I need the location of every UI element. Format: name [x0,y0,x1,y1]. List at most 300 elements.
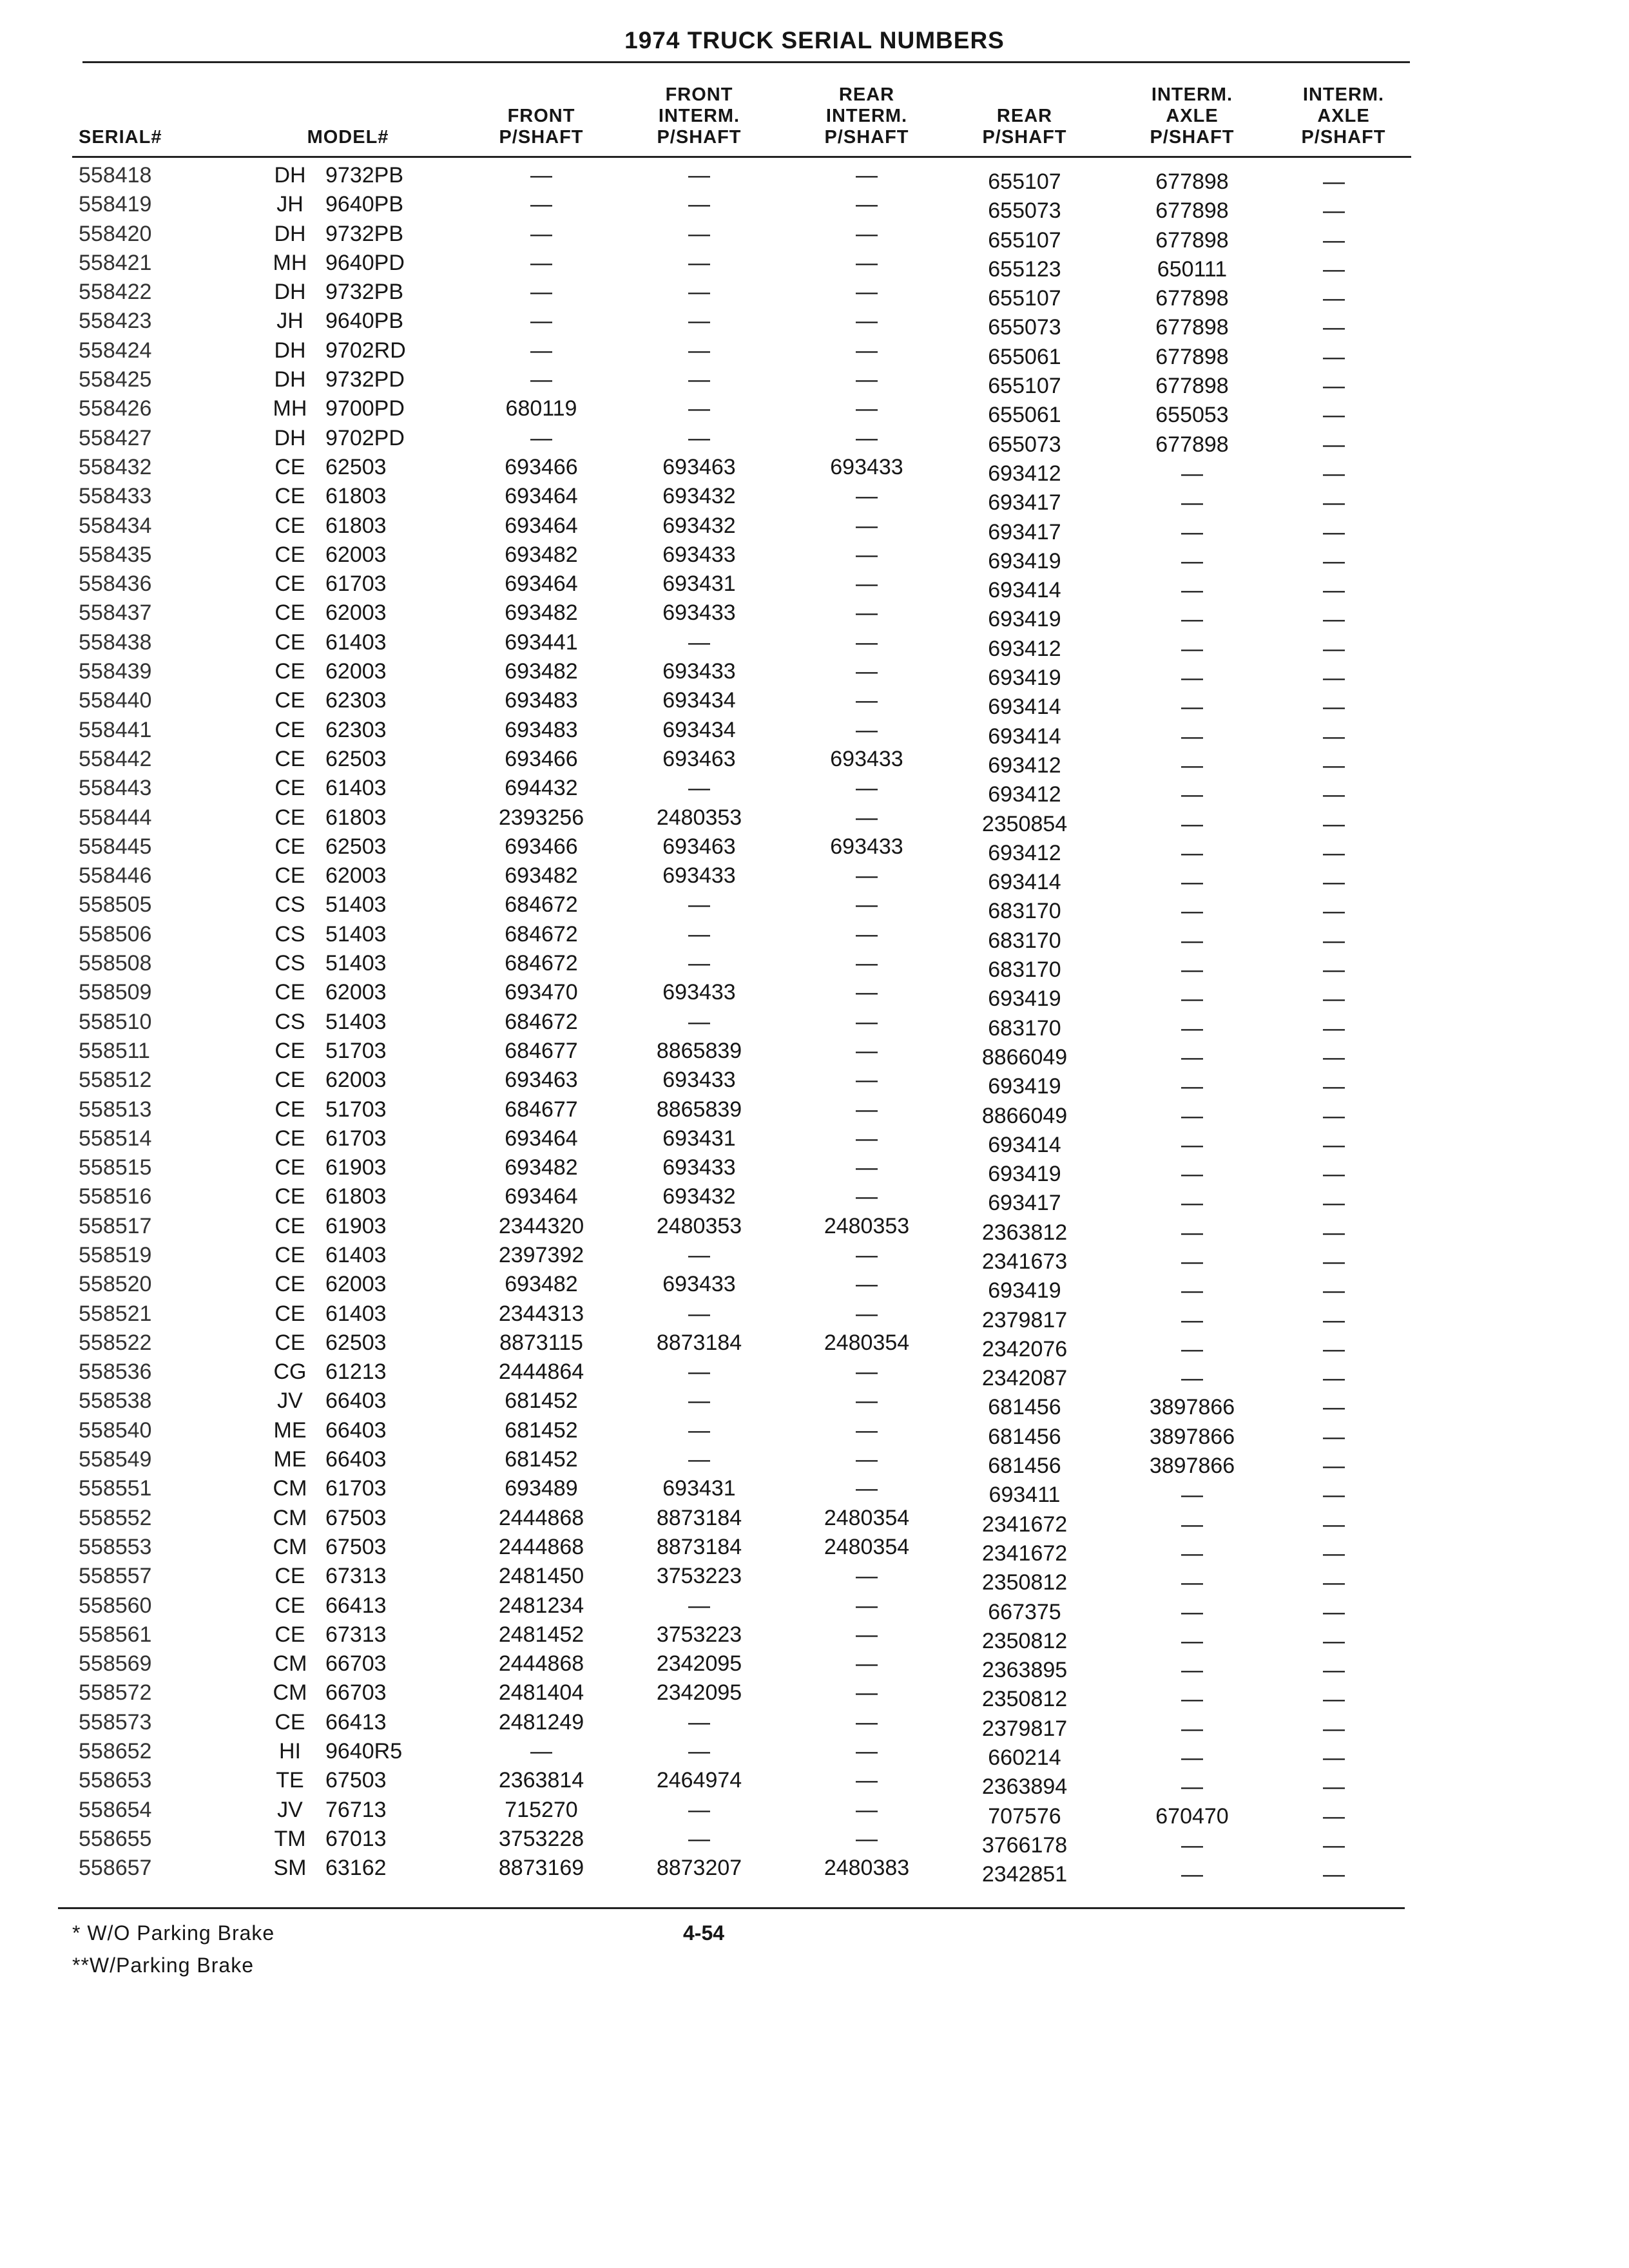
rear-pshaft-cell: 683170 [988,899,1061,924]
rear-interm-pshaft-cell: — [856,1418,878,1443]
front-interm-pshaft-cell: — [688,1709,710,1735]
front-interm-pshaft-cell: — [688,1418,710,1443]
front-pshaft-cell: 693464 [505,572,578,597]
rear-interm-pshaft-cell: — [856,367,878,392]
rear-pshaft-cell: 8866049 [981,1103,1068,1128]
serial-number-cell: 558513 [79,1097,152,1122]
front-pshaft-cell: 693482 [505,1155,578,1180]
interm-axle-pshaft-2-cell: — [1323,928,1345,953]
front-interm-pshaft-cell: — [688,367,710,392]
model-code-cell: CE [275,601,305,626]
table-row [0,453,1629,486]
header-rear-interm-pshaft: REAR INTERM. P/SHAFT [824,84,909,148]
interm-axle-pshaft-cell: — [1181,1366,1203,1391]
rear-pshaft-cell: 2379817 [981,1307,1068,1332]
model-number-cell: 62003 [325,1272,387,1297]
model-code-cell: CE [275,688,305,713]
interm-axle-pshaft-cell: — [1181,1074,1203,1099]
interm-axle-pshaft-2-cell: — [1323,811,1345,836]
front-pshaft-cell: 2444864 [498,1360,584,1385]
model-code-cell: CE [275,1301,305,1326]
rear-interm-pshaft-cell: — [856,951,878,976]
interm-axle-pshaft-2-cell: — [1323,256,1345,282]
rear-interm-pshaft-cell: — [856,250,878,275]
table-row [0,1095,1629,1128]
interm-axle-pshaft-2-cell: — [1323,169,1345,194]
front-pshaft-cell: 684672 [505,921,578,947]
model-code-cell: CE [275,454,305,479]
front-interm-pshaft-cell: — [688,1593,710,1618]
interm-axle-pshaft-2-cell: — [1323,286,1345,311]
serial-number-cell: 558444 [79,805,152,830]
front-pshaft-cell: 2344313 [498,1301,584,1326]
serial-number-cell: 558441 [79,717,152,742]
model-code-cell: CE [275,717,305,742]
front-interm-pshaft-cell: 2480353 [656,1213,742,1238]
interm-axle-pshaft-cell: — [1181,811,1203,836]
serial-number-cell: 558520 [79,1272,152,1297]
model-code-cell: CE [275,1038,305,1063]
interm-axle-pshaft-2-cell: — [1323,1074,1345,1099]
interm-axle-pshaft-2-cell: — [1323,519,1345,544]
rear-pshaft-cell: 693419 [988,986,1061,1012]
model-number-cell: 9640PB [325,192,403,217]
interm-axle-pshaft-cell: — [1181,782,1203,807]
table-row [0,657,1629,691]
table-row [0,1737,1629,1771]
model-number-cell: 66703 [325,1651,387,1677]
interm-axle-pshaft-2-cell: — [1323,1628,1345,1653]
model-code-cell: HI [279,1739,301,1764]
interm-axle-pshaft-cell: — [1181,1278,1203,1303]
interm-axle-pshaft-cell: 677898 [1155,169,1229,194]
rear-pshaft-cell: 693412 [988,782,1061,807]
interm-axle-pshaft-2-cell: — [1323,1541,1345,1566]
serial-number-cell: 558519 [79,1242,152,1267]
serial-number-cell: 558424 [79,338,152,363]
interm-axle-pshaft-cell: — [1181,578,1203,603]
model-number-cell: 9700PD [325,396,405,421]
table-row [0,336,1629,369]
interm-axle-pshaft-2-cell: — [1323,1424,1345,1449]
rear-pshaft-cell: 683170 [988,1015,1061,1041]
front-interm-pshaft-cell: 693433 [662,542,736,567]
front-pshaft-cell: 693466 [505,746,578,771]
rear-interm-pshaft-cell: 693433 [830,834,903,859]
table-row [0,949,1629,983]
model-number-cell: 51403 [325,1009,387,1034]
interm-axle-pshaft-cell: — [1181,840,1203,865]
interm-axle-pshaft-2-cell: — [1323,1512,1345,1537]
rear-pshaft-cell: 2379817 [981,1716,1068,1741]
rear-pshaft-cell: 2342087 [981,1366,1068,1391]
rear-interm-pshaft-cell: — [856,1009,878,1034]
model-number-cell: 61803 [325,1184,387,1209]
rear-interm-pshaft-cell: — [856,1126,878,1151]
interm-axle-pshaft-2-cell: — [1323,1832,1345,1858]
table-row [0,161,1629,194]
serial-number-cell: 558515 [79,1155,152,1180]
model-number-cell: 66403 [325,1447,387,1472]
model-code-cell: CE [275,1709,305,1735]
interm-axle-pshaft-cell: — [1181,753,1203,778]
table-row [0,1182,1629,1216]
front-pshaft-cell: 2444868 [498,1505,584,1530]
interm-axle-pshaft-cell: 677898 [1155,374,1229,399]
front-pshaft-cell: 2397392 [498,1242,584,1267]
table-row [0,307,1629,340]
interm-axle-pshaft-cell: — [1181,461,1203,486]
interm-axle-pshaft-2-cell: — [1323,1044,1345,1070]
table-row [0,1153,1629,1187]
rear-interm-pshaft-cell: — [856,601,878,626]
serial-number-cell: 558514 [79,1126,152,1151]
model-code-cell: DH [274,425,306,450]
table-row [0,861,1629,895]
interm-axle-pshaft-2-cell: — [1323,899,1345,924]
interm-axle-pshaft-2-cell: — [1323,578,1345,603]
rear-pshaft-cell: 2363812 [981,1220,1068,1245]
serial-number-cell: 558653 [79,1768,152,1793]
model-number-cell: 62003 [325,542,387,567]
interm-axle-pshaft-2-cell: — [1323,1803,1345,1829]
table-row [0,803,1629,836]
model-number-cell: 51403 [325,951,387,976]
interm-axle-pshaft-2-cell: — [1323,1862,1345,1887]
interm-axle-pshaft-cell: — [1181,1162,1203,1187]
rear-interm-pshaft-cell: — [856,1768,878,1793]
page-number: 4-54 [683,1921,725,1945]
interm-axle-pshaft-2-cell: — [1323,607,1345,632]
table-row [0,541,1629,573]
rear-interm-pshaft-cell: — [856,1709,878,1735]
model-number-cell: 61903 [325,1155,387,1180]
interm-axle-pshaft-cell: 677898 [1155,344,1229,369]
front-interm-pshaft-cell: 8873184 [656,1534,742,1559]
rear-interm-pshaft-cell: — [856,1242,878,1267]
model-number-cell: 61213 [325,1360,387,1385]
front-pshaft-cell: 693483 [505,688,578,713]
rear-pshaft-cell: 2341672 [981,1541,1068,1566]
interm-axle-pshaft-2-cell: — [1323,782,1345,807]
table-row [0,1037,1629,1070]
rear-interm-pshaft-cell: — [856,717,878,742]
table-row [0,890,1629,924]
table-row [0,1066,1629,1099]
rear-pshaft-cell: 693412 [988,461,1061,486]
model-number-cell: 62003 [325,601,387,626]
serial-number-cell: 558553 [79,1534,152,1559]
model-code-cell: CM [273,1476,307,1501]
interm-axle-pshaft-2-cell: — [1323,1336,1345,1361]
interm-axle-pshaft-cell: — [1181,1512,1203,1537]
serial-number-cell: 558549 [79,1447,152,1472]
interm-axle-pshaft-2-cell: — [1323,840,1345,865]
rear-interm-pshaft-cell: — [856,484,878,509]
table-row [0,1649,1629,1683]
rear-interm-pshaft-cell: — [856,1739,878,1764]
model-code-cell: CE [275,1622,305,1647]
front-interm-pshaft-cell: — [688,1739,710,1764]
model-number-cell: 62503 [325,834,387,859]
model-code-cell: CE [275,513,305,538]
front-interm-pshaft-cell: — [688,192,710,217]
table-row [0,832,1629,865]
front-pshaft-cell: 694432 [505,776,578,801]
front-interm-pshaft-cell: 8873184 [656,1505,742,1530]
front-interm-pshaft-cell: — [688,1360,710,1385]
front-interm-pshaft-cell: — [688,1389,710,1414]
table-row [0,190,1629,224]
rear-pshaft-cell: 693419 [988,1074,1061,1099]
interm-axle-pshaft-cell: — [1181,1191,1203,1216]
serial-number-cell: 558652 [79,1739,152,1764]
serial-number-cell: 558443 [79,776,152,801]
model-code-cell: ME [273,1447,307,1472]
rear-interm-pshaft-cell: — [856,1360,878,1385]
header-interm-axle-pshaft: INTERM. AXLE P/SHAFT [1150,84,1235,148]
table-row [0,220,1629,253]
interm-axle-pshaft-cell: — [1181,1015,1203,1041]
rear-pshaft-cell: 693412 [988,636,1061,661]
rear-interm-pshaft-cell: 2480354 [824,1534,910,1559]
front-interm-pshaft-cell: — [688,1447,710,1472]
model-number-cell: 66413 [325,1593,387,1618]
front-pshaft-cell: 2344320 [498,1213,584,1238]
rear-pshaft-cell: 655061 [988,403,1061,428]
rear-pshaft-cell: 693417 [988,519,1061,544]
table-row [0,686,1629,720]
front-pshaft-cell: 680119 [505,396,577,421]
model-code-cell: CS [275,921,305,947]
table-row [0,1008,1629,1041]
serial-number-cell: 558509 [79,980,152,1005]
serial-number-cell: 558551 [79,1476,152,1501]
table-row [0,1474,1629,1508]
front-interm-pshaft-cell: — [688,1826,710,1851]
model-number-cell: 9640PB [325,309,403,334]
model-code-cell: CM [273,1680,307,1706]
front-interm-pshaft-cell: — [688,951,710,976]
front-pshaft-cell: 3753228 [498,1826,584,1851]
front-interm-pshaft-cell: 8865839 [656,1097,742,1122]
serial-number-cell: 558433 [79,484,152,509]
front-interm-pshaft-cell: — [688,338,710,363]
front-pshaft-cell: 8873169 [498,1856,584,1881]
front-interm-pshaft-cell: 8865839 [656,1038,742,1063]
rear-pshaft-cell: 683170 [988,957,1061,983]
header-serial: SERIAL# [79,127,162,148]
serial-number-cell: 558657 [79,1856,152,1881]
rear-interm-pshaft-cell: — [856,1097,878,1122]
interm-axle-pshaft-2-cell: — [1323,870,1345,895]
rear-pshaft-cell: 681456 [988,1424,1061,1449]
header-model: MODEL# [307,127,389,148]
model-code-cell: CE [275,746,305,771]
table-row [0,1445,1629,1479]
rear-interm-pshaft-cell: 2480354 [824,1505,910,1530]
rear-pshaft-cell: 2350812 [981,1628,1068,1653]
front-pshaft-cell: 684672 [505,1009,578,1034]
header-front-interm-pshaft: FRONT INTERM. P/SHAFT [657,84,742,148]
rear-interm-pshaft-cell: — [856,1155,878,1180]
front-pshaft-cell: 2363814 [498,1768,584,1793]
model-code-cell: CE [275,1272,305,1297]
front-interm-pshaft-cell: 693463 [662,834,736,859]
model-code-cell: CE [275,1242,305,1267]
rear-interm-pshaft-cell: — [856,309,878,334]
interm-axle-pshaft-cell: 677898 [1155,286,1229,311]
interm-axle-pshaft-cell: — [1181,724,1203,749]
rear-interm-pshaft-cell: — [856,425,878,450]
table-row [0,1300,1629,1332]
model-number-cell: 66413 [325,1709,387,1735]
model-number-cell: 62003 [325,863,387,889]
rear-pshaft-cell: 693414 [988,1132,1061,1157]
front-interm-pshaft-cell: 693463 [662,746,736,771]
front-interm-pshaft-cell: 693431 [662,1126,736,1151]
rear-pshaft-cell: 693419 [988,1278,1061,1303]
rear-pshaft-cell: 683170 [988,928,1061,953]
serial-number-cell: 558446 [79,863,152,889]
interm-axle-pshaft-2-cell: — [1323,1687,1345,1712]
interm-axle-pshaft-cell: 3897866 [1149,1424,1235,1449]
interm-axle-pshaft-cell: — [1181,1336,1203,1361]
model-code-cell: TE [276,1768,304,1793]
front-pshaft-cell: 2444868 [498,1651,584,1677]
front-interm-pshaft-cell: 693434 [662,717,736,742]
table-row [0,1562,1629,1595]
table-row [0,1678,1629,1712]
interm-axle-pshaft-cell: — [1181,870,1203,895]
interm-axle-pshaft-cell: — [1181,1044,1203,1070]
serial-number-cell: 558418 [79,163,152,187]
front-pshaft-cell: — [530,250,552,275]
interm-axle-pshaft-2-cell: — [1323,1454,1345,1479]
model-code-cell: JH [276,192,304,217]
front-interm-pshaft-cell: 693463 [662,454,736,479]
front-pshaft-cell: 2481234 [498,1593,584,1618]
serial-number-cell: 558437 [79,601,152,626]
rear-interm-pshaft-cell: — [856,280,878,305]
serial-number-cell: 558432 [79,454,152,479]
front-pshaft-cell: 693482 [505,542,578,567]
interm-axle-pshaft-2-cell: — [1323,1395,1345,1420]
model-number-cell: 62003 [325,659,387,684]
model-number-cell: 61403 [325,629,387,655]
front-pshaft-cell: 693463 [505,1068,578,1093]
interm-axle-pshaft-2-cell: — [1323,461,1345,486]
rear-pshaft-cell: 693417 [988,490,1061,515]
interm-axle-pshaft-2-cell: — [1323,753,1345,778]
rear-pshaft-cell: 3766178 [981,1832,1068,1858]
table-row [0,599,1629,632]
rear-pshaft-cell: 681456 [988,1454,1061,1479]
interm-axle-pshaft-2-cell: — [1323,1249,1345,1274]
interm-axle-pshaft-2-cell: — [1323,315,1345,340]
interm-axle-pshaft-cell: — [1181,928,1203,953]
model-number-cell: 62503 [325,454,387,479]
front-pshaft-cell: — [530,221,552,246]
front-interm-pshaft-cell: 693433 [662,980,736,1005]
serial-number-cell: 558557 [79,1564,152,1589]
front-interm-pshaft-cell: 693432 [662,513,736,538]
interm-axle-pshaft-cell: 670470 [1155,1803,1229,1829]
front-pshaft-cell: 693466 [505,454,578,479]
serial-number-cell: 558439 [79,659,152,684]
front-interm-pshaft-cell: — [688,221,710,246]
model-code-cell: CE [275,1213,305,1238]
rear-pshaft-cell: 2350812 [981,1570,1068,1595]
interm-axle-pshaft-cell: — [1181,548,1203,573]
interm-axle-pshaft-2-cell: — [1323,1103,1345,1128]
front-pshaft-cell: 693482 [505,863,578,889]
rear-pshaft-cell: 693414 [988,695,1061,720]
serial-number-cell: 558516 [79,1184,152,1209]
model-number-cell: 61703 [325,1476,387,1501]
rear-interm-pshaft-cell: — [856,1680,878,1706]
front-pshaft-cell: 2481452 [498,1622,584,1647]
rear-pshaft-cell: 2342076 [981,1336,1068,1361]
rear-pshaft-cell: 655061 [988,344,1061,369]
serial-number-cell: 558426 [79,396,152,421]
front-pshaft-cell: 684677 [505,1038,578,1063]
rear-interm-pshaft-cell: — [856,1068,878,1093]
interm-axle-pshaft-2-cell: — [1323,198,1345,224]
front-interm-pshaft-cell: 693433 [662,659,736,684]
rear-interm-pshaft-cell: — [856,980,878,1005]
model-number-cell: 67503 [325,1534,387,1559]
model-code-cell: CE [275,484,305,509]
model-code-cell: MH [273,250,307,275]
interm-axle-pshaft-cell: — [1181,490,1203,515]
front-interm-pshaft-cell: 693433 [662,1272,736,1297]
model-number-cell: 61403 [325,1301,387,1326]
rear-interm-pshaft-cell: — [856,1564,878,1589]
front-interm-pshaft-cell: 3753223 [656,1564,742,1589]
table-row [0,424,1629,457]
front-pshaft-cell: — [530,309,552,334]
front-pshaft-cell: 681452 [505,1418,578,1443]
model-number-cell: 51703 [325,1097,387,1122]
model-number-cell: 61403 [325,1242,387,1267]
model-code-cell: CE [275,659,305,684]
model-number-cell: 67503 [325,1505,387,1530]
model-code-cell: CE [275,863,305,889]
serial-number-cell: 558572 [79,1680,152,1706]
model-number-cell: 9702RD [325,338,406,363]
model-code-cell: JV [277,1797,303,1822]
model-code-cell: CM [273,1651,307,1677]
rear-interm-pshaft-cell: — [856,1272,878,1297]
interm-axle-pshaft-cell: — [1181,1103,1203,1128]
front-pshaft-cell: 2481404 [498,1680,584,1706]
table-row [0,774,1629,807]
rear-pshaft-cell: 655107 [988,286,1061,311]
interm-axle-pshaft-2-cell: — [1323,1658,1345,1683]
rear-pshaft-cell: 2350854 [981,811,1068,836]
front-pshaft-cell: — [530,367,552,392]
model-code-cell: JV [277,1389,303,1414]
table-row [0,1416,1629,1449]
rear-pshaft-cell: 2342851 [981,1862,1068,1887]
rear-pshaft-cell: 2363895 [981,1658,1068,1683]
front-pshaft-cell: 681452 [505,1447,578,1472]
front-interm-pshaft-cell: 693433 [662,1068,736,1093]
rear-interm-pshaft-cell: — [856,1447,878,1472]
model-code-cell: CE [275,1068,305,1093]
model-number-cell: 9640PD [325,250,405,275]
